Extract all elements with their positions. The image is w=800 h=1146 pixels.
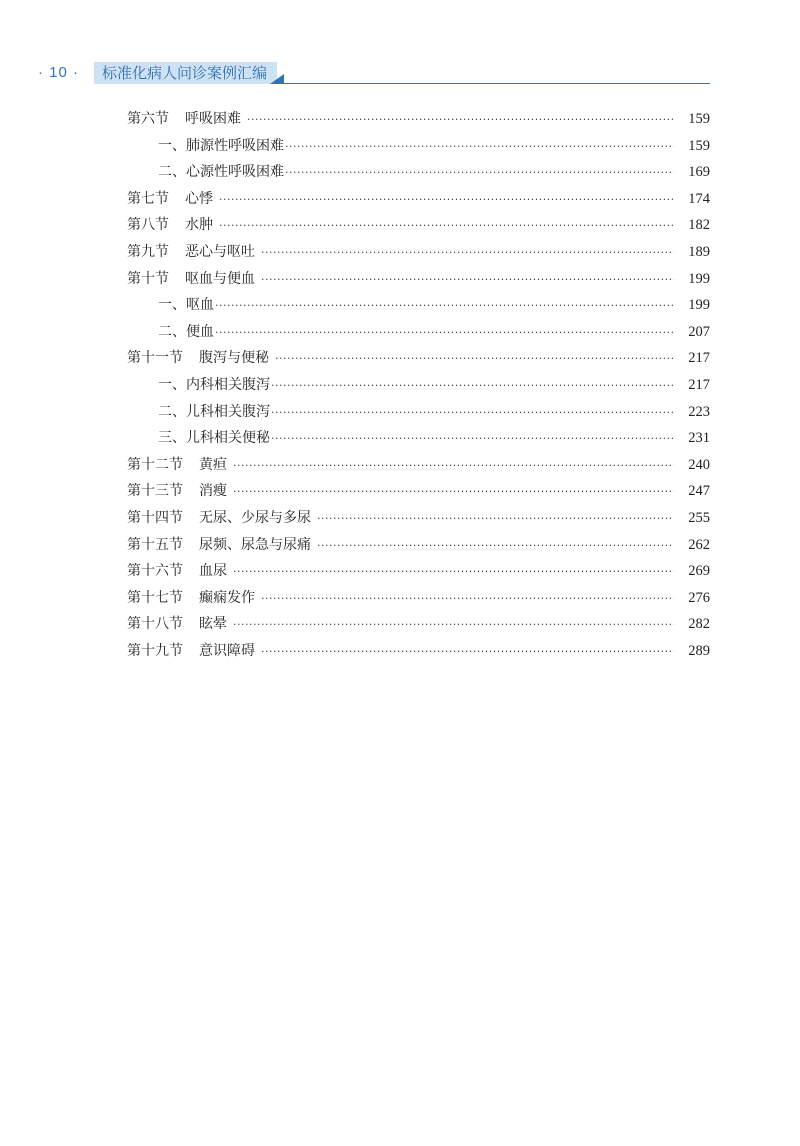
dot-leader <box>219 213 674 240</box>
toc-section-title: 腹泻与便秘 <box>199 350 269 367</box>
toc-page-number: 159 <box>688 137 710 154</box>
toc-entry <box>127 266 710 293</box>
toc-section-title: 呕血与便血 <box>185 270 255 287</box>
book-title: 标准化病人问诊案例汇编 <box>94 62 277 84</box>
toc-page-number: 223 <box>688 403 710 420</box>
toc-page-number: 289 <box>688 642 710 659</box>
toc-section-title: 二、儿科相关腹泻 <box>158 403 270 420</box>
toc-section-title: 二、心源性呼吸困难 <box>158 164 284 181</box>
toc-section-title: 一、肺源性呼吸困难 <box>158 137 284 154</box>
dot-leader <box>275 346 674 373</box>
toc-entry-title <box>127 186 213 213</box>
toc-entry-title <box>127 532 311 559</box>
toc-section-number: 第七节 <box>127 190 169 207</box>
toc-section-title: 尿频、尿急与尿痛 <box>199 536 311 553</box>
toc-page-number: 182 <box>688 217 710 234</box>
dot-leader <box>261 267 674 294</box>
toc-section-title: 水肿 <box>185 217 213 234</box>
toc-page-number: 231 <box>688 430 710 447</box>
toc-section-title: 一、呕血 <box>158 297 214 314</box>
running-header <box>0 60 800 90</box>
toc-page-number: 262 <box>688 536 710 553</box>
toc-section-number: 第九节 <box>127 243 169 260</box>
toc-entry <box>127 452 710 479</box>
toc-entry <box>127 106 710 133</box>
toc-entry-title <box>158 292 214 319</box>
toc-section-title: 消瘦 <box>199 483 227 500</box>
toc-subentry <box>127 159 710 186</box>
dot-leader <box>233 453 674 480</box>
toc-section-number: 第八节 <box>127 217 169 234</box>
toc-section-number: 第十四节 <box>127 509 183 526</box>
toc-page-number: 217 <box>688 350 710 367</box>
toc-entry <box>127 532 710 559</box>
toc-subentry <box>127 133 710 160</box>
toc-section-number: 第十八节 <box>127 616 183 633</box>
toc-page-number: 169 <box>688 164 710 181</box>
toc-section-title: 恶心与呕吐 <box>185 243 255 260</box>
toc-entry-title <box>127 106 241 133</box>
toc-section-number: 第十六节 <box>127 563 183 580</box>
toc-entry-title <box>127 266 255 293</box>
dot-leader <box>247 107 674 134</box>
toc-entry-title <box>158 399 270 426</box>
toc-section-number: 第十九节 <box>127 642 183 659</box>
dot-leader <box>233 559 674 586</box>
toc-subentry <box>127 319 710 346</box>
toc-entry-title <box>127 478 227 505</box>
toc-section-title: 血尿 <box>199 563 227 580</box>
dot-leader <box>215 320 674 347</box>
toc-section-number: 第十七节 <box>127 589 183 606</box>
toc-page-number: 276 <box>688 589 710 606</box>
toc-section-title: 三、儿科相关便秘 <box>158 430 270 447</box>
toc-section-number: 第六节 <box>127 111 169 127</box>
toc-subentry <box>127 425 710 452</box>
toc-page-number: 217 <box>688 376 710 393</box>
dot-leader <box>261 639 674 666</box>
dot-leader <box>317 533 674 560</box>
toc-entry <box>127 611 710 638</box>
toc-entry <box>127 478 710 505</box>
dot-leader <box>285 134 674 161</box>
toc-section-title: 一、内科相关腹泻 <box>158 376 270 393</box>
toc-page-number: 207 <box>688 323 710 340</box>
toc-entry <box>127 212 710 239</box>
dot-leader <box>317 506 674 533</box>
toc-section-title: 二、便血 <box>158 323 214 340</box>
page-number: · 10 · <box>38 64 80 81</box>
toc-section-number: 第十三节 <box>127 483 183 500</box>
toc-section-title: 意识障碍 <box>199 642 255 659</box>
toc-section-title: 黄疸 <box>199 456 227 473</box>
toc-page-number: 199 <box>688 297 710 314</box>
toc-entry-title <box>127 239 255 266</box>
toc-subentry <box>127 399 710 426</box>
toc-entry-title <box>127 452 227 479</box>
toc-entry-title <box>158 159 284 186</box>
toc-page-number: 240 <box>688 456 710 473</box>
toc-subentry <box>127 292 710 319</box>
toc-section-title: 心悸 <box>185 190 213 207</box>
toc-entry-title <box>158 425 270 452</box>
toc-entry <box>127 239 710 266</box>
toc-entry-title <box>127 345 269 372</box>
toc-entry <box>127 558 710 585</box>
dot-leader <box>233 479 674 506</box>
toc-entry <box>127 345 710 372</box>
dot-leader <box>233 612 674 639</box>
toc-section-number: 第十五节 <box>127 536 183 553</box>
toc-page-number: 159 <box>688 111 710 127</box>
dot-leader <box>271 426 674 453</box>
toc-entry-title <box>158 372 270 399</box>
toc-section-number: 第十二节 <box>127 456 183 473</box>
toc-entry-title <box>127 638 255 665</box>
toc-section-title: 无尿、少尿与多尿 <box>199 509 311 526</box>
dot-leader <box>285 160 674 187</box>
toc-entry-title <box>158 133 284 160</box>
toc-entry <box>127 505 710 532</box>
toc-entry <box>127 186 710 213</box>
toc-subentry <box>127 372 710 399</box>
toc-section-number: 第十节 <box>127 270 169 287</box>
toc-section-title: 癫痫发作 <box>199 589 255 606</box>
toc-page-number: 282 <box>688 616 710 633</box>
header-rule <box>282 83 710 84</box>
toc-page-number: 199 <box>688 270 710 287</box>
toc-section-title: 眩晕 <box>199 616 227 633</box>
toc-page-number: 247 <box>688 483 710 500</box>
toc-entry <box>127 638 710 665</box>
dot-leader <box>271 400 674 427</box>
dot-leader <box>271 373 674 400</box>
toc-page-number: 174 <box>688 190 710 207</box>
toc-entry-title <box>127 611 227 638</box>
toc-entry <box>127 585 710 612</box>
toc-entry-title <box>127 558 227 585</box>
dot-leader <box>261 586 674 613</box>
toc-page-number: 269 <box>688 563 710 580</box>
toc-entry-title <box>127 585 255 612</box>
dot-leader <box>219 187 674 214</box>
table-of-contents <box>127 106 710 664</box>
dot-leader <box>215 293 674 320</box>
toc-page-number: 255 <box>688 509 710 526</box>
toc-page-number: 189 <box>688 243 710 260</box>
toc-entry-title <box>127 505 311 532</box>
toc-entry-title <box>158 319 214 346</box>
dot-leader <box>261 240 674 267</box>
toc-entry-title <box>127 212 213 239</box>
toc-section-title: 呼吸困难 <box>185 111 241 127</box>
toc-section-number: 第十一节 <box>127 350 183 367</box>
